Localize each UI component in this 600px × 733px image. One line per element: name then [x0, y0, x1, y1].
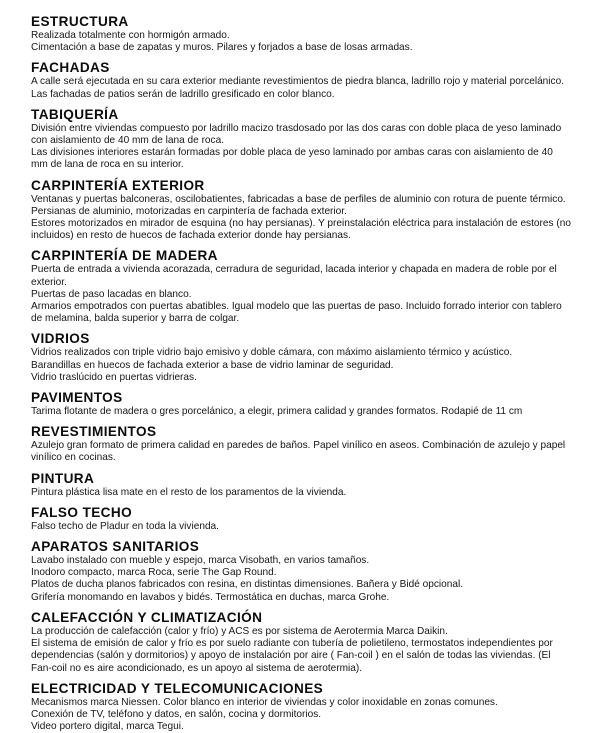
section-pintura	[31, 471, 572, 499]
section-line: El sistema de emisión de calor y frío es por suelo radiante con tubería de polietileno, termostatos independientes por dependencias (salón y dormitorios) y apoyo de instalación por aire ( Fan-coil ) en el salón de todas las viviendas. (El Fan-coil no es aire acondicionado, es un apoyo al sistema de aerotermia).	[31, 638, 553, 674]
section-title: VIDRIOS	[31, 331, 90, 347]
section-line: Puertas de paso lacadas en blanco.	[31, 288, 192, 300]
section-line: A calle será ejecutada en su cara exterior mediante revestimientos de piedra blanca, ladrillo rojo y material porcelánico.	[31, 76, 565, 88]
section-line: Las fachadas de patios serán de ladrillo gresificado en color blanco.	[31, 88, 335, 100]
section-line: Azulejo gran formato de primera calidad en paredes de baños. Papel vinílico en aseos. Combinación de azulejo y papel vinílico en cocinas.	[31, 440, 566, 464]
section-line: Grifería monomando en lavabos y bidés. Termostática en duchas, marca Grohe.	[31, 591, 390, 603]
section-line: Vidrio traslúcido en puertas vidrieras.	[31, 371, 197, 383]
section-title: REVESTIMIENTOS	[31, 424, 157, 440]
section-title: CARPINTERÍA DE MADERA	[31, 248, 218, 264]
section-tabiqueria	[31, 107, 572, 172]
section-line: Las divisiones interiores estarán formadas por doble placa de yeso laminado por ambas caras con aislamiento de 40 mm de lana de roca en su interior.	[31, 147, 553, 171]
section-line: Tarima flotante de madera o gres porcelánico, a elegir, primera calidad y grandes formatos. Rodapié de 11 cm	[31, 406, 523, 418]
section-line: Falso techo de Pladur en toda la vivienda.	[31, 520, 219, 532]
section-line: Inodoro compacto, marca Roca, serie The Gap Round.	[31, 567, 277, 579]
section-electricidad-telecomunicaciones	[31, 681, 572, 733]
section-line: División entre viviendas compuesto por ladrillo macizo trasdosado por las dos caras con doble placa de yeso laminado con aislamiento de 40 mm de lana de roca.	[31, 122, 562, 147]
section-calefaccion-climatizacion	[31, 610, 572, 675]
section-pavimentos	[31, 390, 572, 418]
section-vidrios	[31, 331, 572, 384]
section-line: Persianas de aluminio, motorizadas en carpintería de fachada exterior.	[31, 205, 347, 217]
section-revestimientos	[31, 424, 572, 464]
section-line: La producción de calefacción (calor y frío) y ACS es por sistema de Aerotermia Marca Daikin.	[31, 625, 448, 637]
section-title: PINTURA	[31, 470, 95, 486]
section-falso-techo	[31, 505, 572, 533]
section-title: FALSO TECHO	[31, 504, 133, 520]
section-line: Pintura plástica lisa mate en el resto de los paramentos de la vivienda.	[31, 486, 347, 498]
section-title: PAVIMENTOS	[31, 390, 123, 406]
section-title: CALEFACCIÓN Y CLIMATIZACIÓN	[31, 609, 263, 625]
section-title: CARPINTERÍA EXTERIOR	[31, 177, 205, 193]
section-fachadas	[31, 60, 572, 100]
section-line: Armarios empotrados con puertas abatibles. Igual modelo que las puertas de paso. Incluido forrado interior con tablero de melamina, balda superior y barra de colgar.	[31, 301, 562, 325]
section-line: Realizada totalmente con hormigón armado.	[31, 30, 230, 41]
section-line: Video portero digital, marca Tegui.	[31, 721, 184, 733]
section-title: APARATOS SANITARIOS	[31, 539, 200, 555]
section-line: Puerta de entrada a vivienda acorazada, cerradura de seguridad, lacada interior y chapada en madera de roble por el exterior.	[31, 264, 557, 288]
section-line: Conexión de TV, teléfono y datos, en salón, cocina y dormitorios.	[31, 708, 322, 720]
section-carpinteria-exterior	[31, 178, 572, 243]
section-title: FACHADAS	[31, 60, 110, 76]
section-line: Estores motorizados en mirador de esquina (no hay persianas). Y preinstalación eléctrica para instalación de estores (no incluidos) en resto de huecos de fachada exterior donde hay persianas.	[31, 218, 571, 242]
section-line: Mecanismos marca Niessen. Color blanco en interior de viviendas y color inoxidable en zonas comunes.	[31, 696, 498, 708]
section-title: TABIQUERÍA	[31, 106, 119, 122]
section-line: Barandillas en huecos de fachada exterior a base de vidrio laminar de seguridad.	[31, 359, 394, 371]
section-line: Platos de ducha planos fabricados con resina, en distintas dimensiones. Bañera y Bidé opcional.	[31, 579, 464, 591]
section-aparatos-sanitarios	[31, 539, 572, 604]
section-estructura	[31, 14, 572, 54]
section-carpinteria-madera	[31, 248, 572, 325]
section-line: Cimentación a base de zapatas y muros. Pilares y forjados a base de losas armadas.	[31, 42, 413, 54]
section-title: ESTRUCTURA	[31, 14, 129, 29]
section-line: Ventanas y puertas balconeras, oscilobatientes, fabricadas a base de perfiles de aluminio con rotura de puente térmico.	[31, 193, 566, 205]
section-line: Vidrios realizados con triple vidrio bajo emisivo y doble cámara, con máximo aislamiento térmico y acústico.	[31, 347, 513, 359]
section-line: Lavabo instalado con mueble y espejo, marca Visobath, en varios tamaños.	[31, 555, 370, 567]
section-title: ELECTRICIDAD Y TELECOMUNICACIONES	[31, 680, 324, 696]
